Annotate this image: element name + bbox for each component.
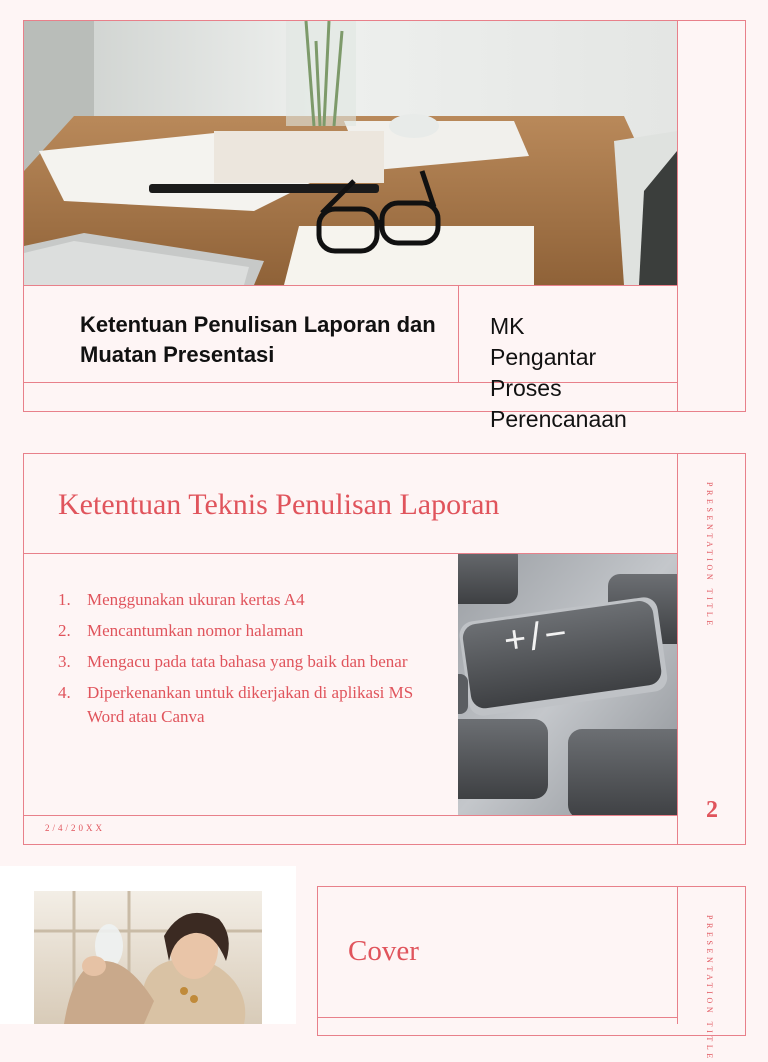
divider <box>677 886 678 1024</box>
presentation-title-label: PRESENTATION TITLE <box>705 915 714 1062</box>
requirements-list <box>58 588 428 736</box>
list-text: Mencantumkan nomor halaman <box>87 621 304 640</box>
list-text: Diperkenankan untuk dikerjakan di aplikasi MS Word atau Canva <box>87 683 414 726</box>
list-item <box>58 588 428 612</box>
list-text: Menggunakan ukuran kertas A4 <box>87 590 305 609</box>
divider <box>23 815 677 816</box>
list-text: Mengacu pada tata bahasa yang baik dan benar <box>87 652 408 671</box>
slide-3-title: Cover <box>348 935 419 967</box>
woman-photo <box>34 891 262 1024</box>
list-number: 1. <box>58 590 71 609</box>
calculator-key-symbols: +/− <box>501 611 574 663</box>
desk-photo <box>24 21 677 285</box>
list-item <box>58 681 428 729</box>
subtitle-line: Perencanaan <box>490 406 627 432</box>
divider <box>677 453 678 845</box>
divider <box>458 285 459 382</box>
divider <box>317 1017 677 1018</box>
slide-1-subtitle <box>490 311 750 435</box>
list-item <box>58 650 428 674</box>
slide-1-title: Ketentuan Penulisan Laporan dan Muatan Presentasi <box>80 312 436 367</box>
presentation-title-label: PRESENTATION TITLE <box>705 482 714 629</box>
list-item <box>58 619 428 643</box>
subtitle-line: MK <box>490 313 525 339</box>
list-number: 4. <box>58 683 71 702</box>
page-number: 2 <box>706 797 718 823</box>
calculator-keys-photo <box>458 554 677 815</box>
slide-date: 2/4/20XX <box>45 823 105 833</box>
list-number: 2. <box>58 621 71 640</box>
subtitle-line: Proses <box>490 375 562 401</box>
divider <box>23 285 677 286</box>
list-number: 3. <box>58 652 71 671</box>
slide-2-title: Ketentuan Teknis Penulisan Laporan <box>58 488 500 521</box>
subtitle-line: Pengantar <box>490 344 597 370</box>
